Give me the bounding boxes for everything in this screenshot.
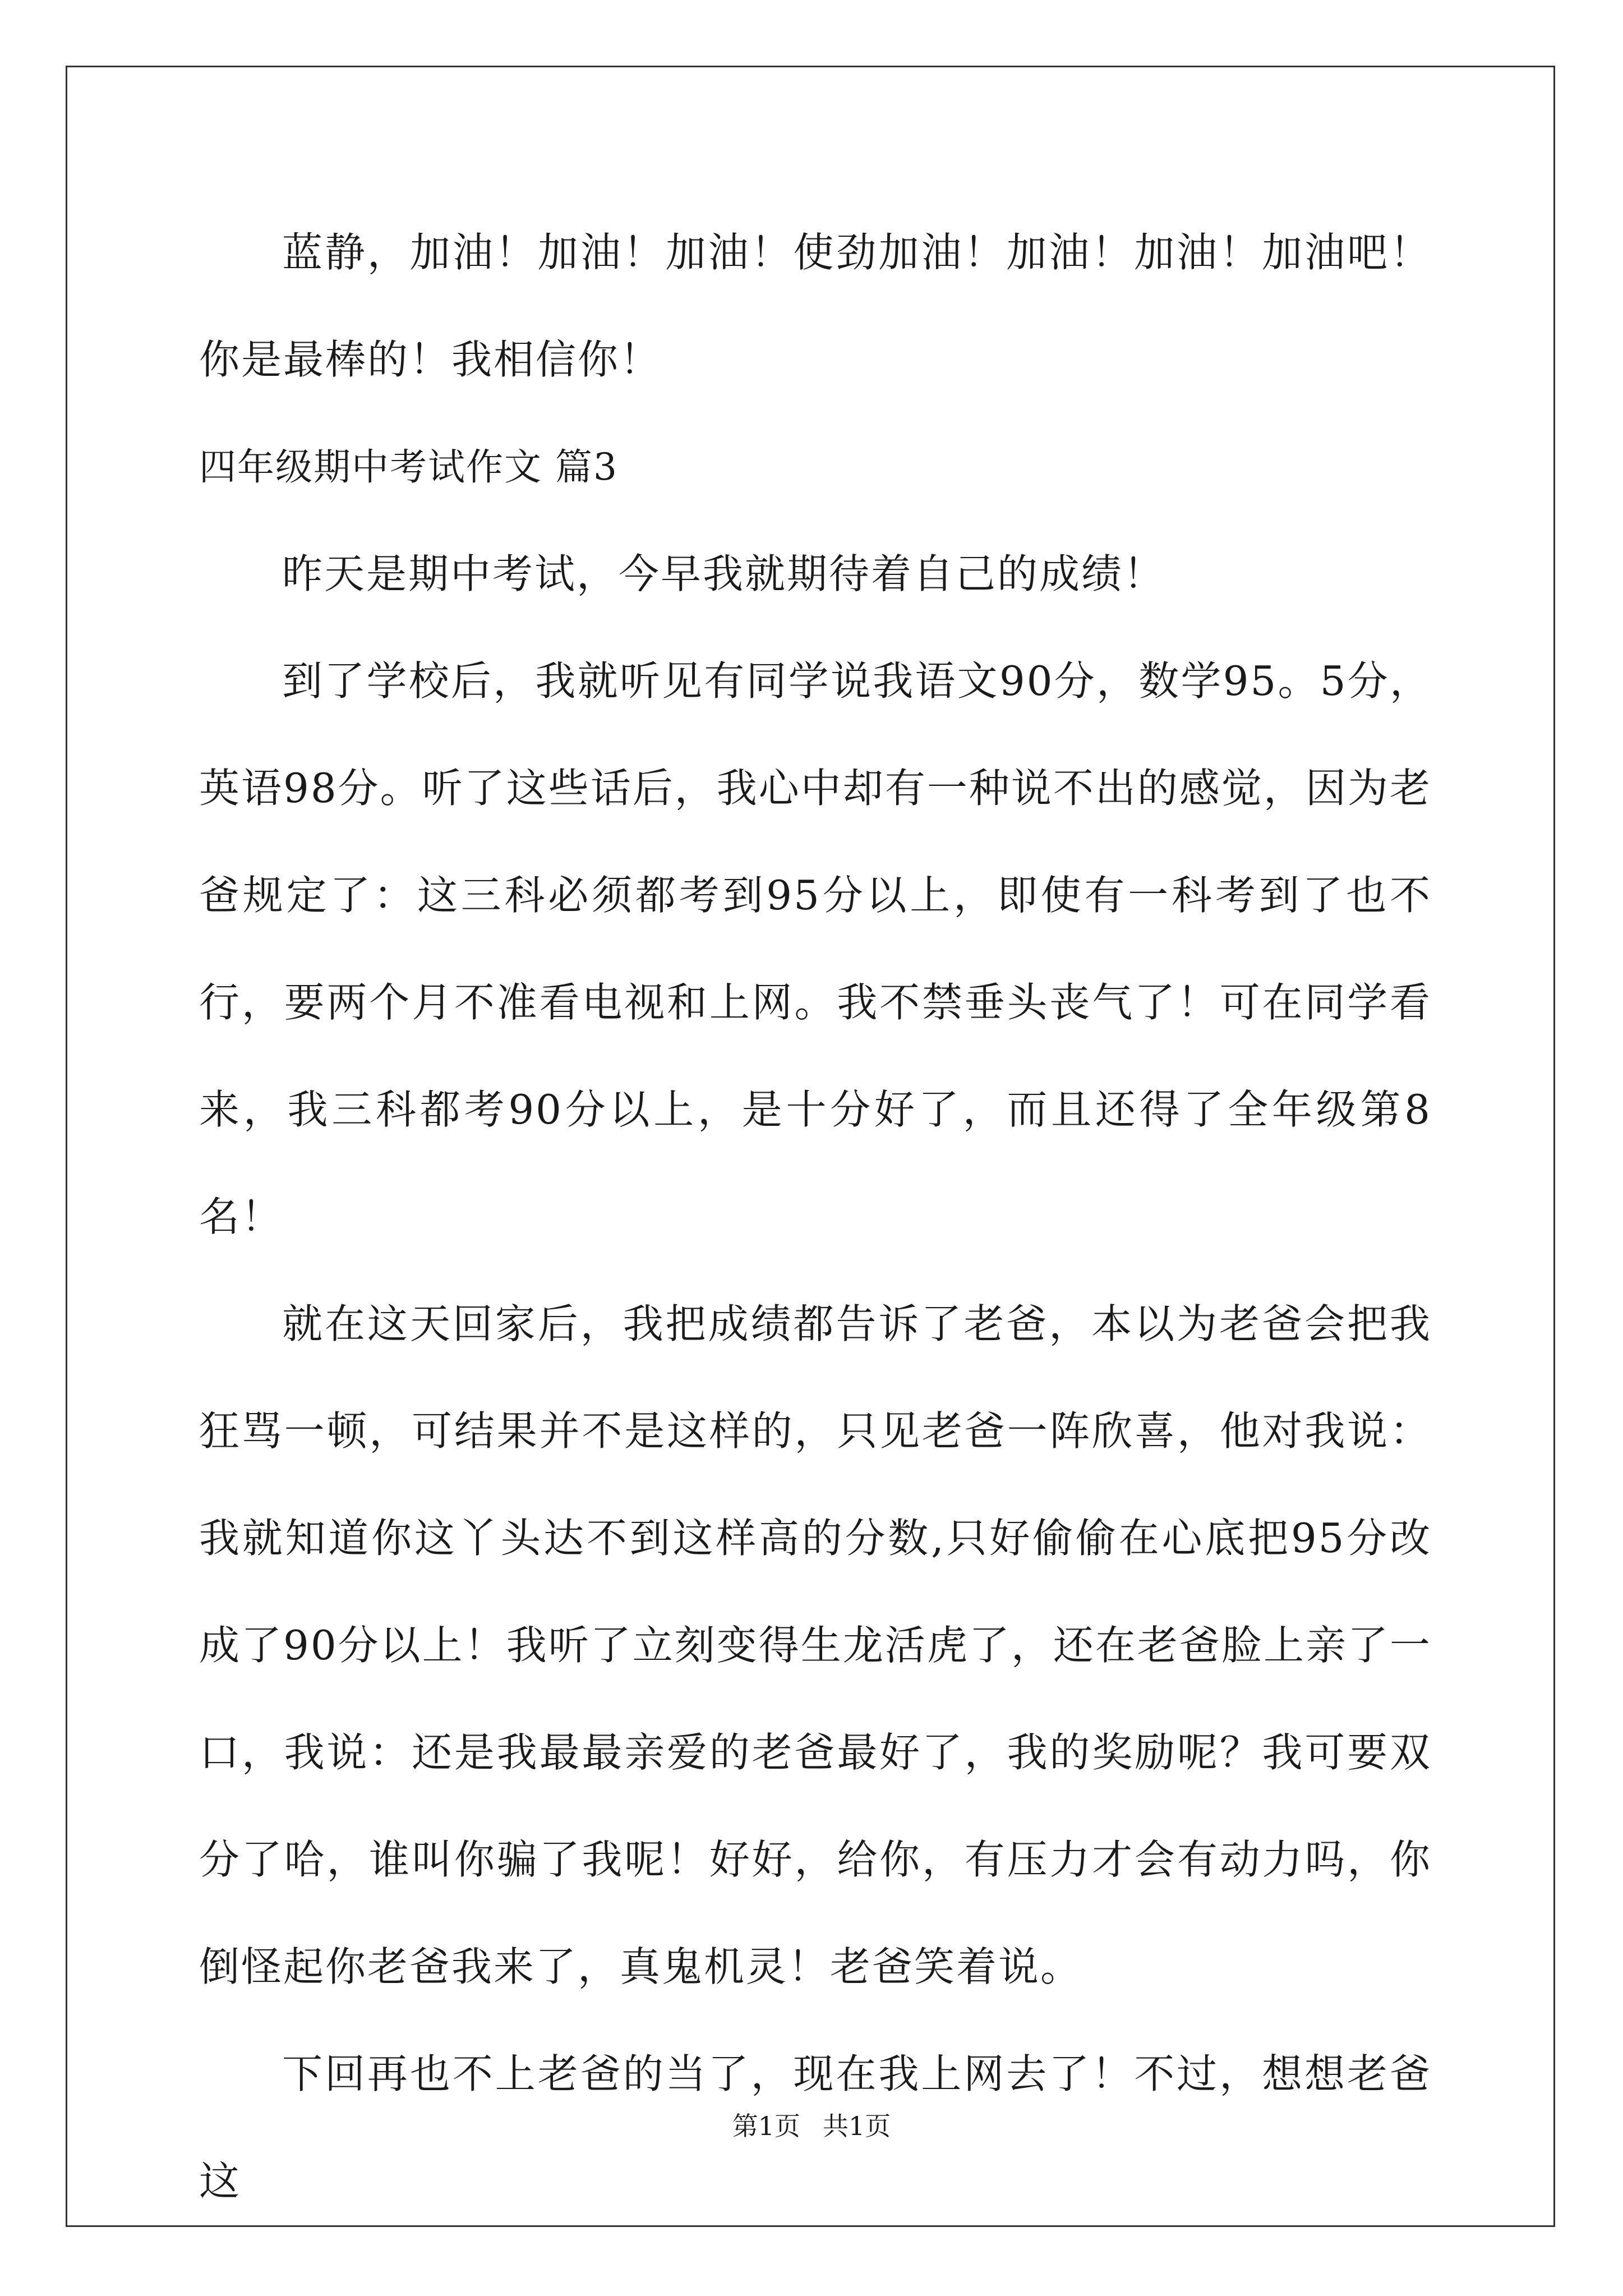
page-footer <box>0 2109 1623 2143</box>
paragraph-1: 蓝静，加油！加油！加油！使劲加油！加油！加油！加油吧！你是最棒的！我相信你！ <box>199 229 1432 383</box>
page-number: 第1页 <box>732 2111 800 2141</box>
document-body <box>199 199 1432 2235</box>
paragraph-2: 昨天是期中考试，今早我就期待着自己的成绩！ <box>282 550 1166 597</box>
paragraph-4: 就在这天回家后，我把成绩都告诉了老爸，本以为老爸会把我狂骂一顿，可结果并不是这样的，只见老爸一阵欣喜，他对我说：我就知道你这丫头达不到这样高的分数,只好偷偷在心底把95分改成了90分以上！我听了立刻变得生龙活虎了，还在老爸脸上亲了一口，我说：还是我最最亲爱的老爸最好了，我的奖励呢？我可要双分了哈，谁叫你骗了我呢！好好，给你，有压力才会有动力吗，你倒怪起你老爸我来了，真鬼机灵！老爸笑着说。 <box>199 1300 1432 1990</box>
paragraph-3: 到了学校后，我就听见有同学说我语文90分，数学95。5分，英语98分。听了这些话后，我心中却有一种说不出的感觉，因为老爸规定了：这三科必须都考到95分以上，即使有一科考到了也不行，要两个月不准看电视和上网。我不禁垂头丧气了！可在同学看来，我三科都考90分以上，是十分好了，而且还得了全年级第8名！ <box>199 657 1432 1240</box>
paragraph-5: 下回再也不上老爸的当了，现在我上网去了！不过，想想老爸这 <box>199 2050 1432 2205</box>
page-total: 共1页 <box>823 2111 891 2141</box>
section-heading: 四年级期中考试作文 篇3 <box>199 445 618 489</box>
